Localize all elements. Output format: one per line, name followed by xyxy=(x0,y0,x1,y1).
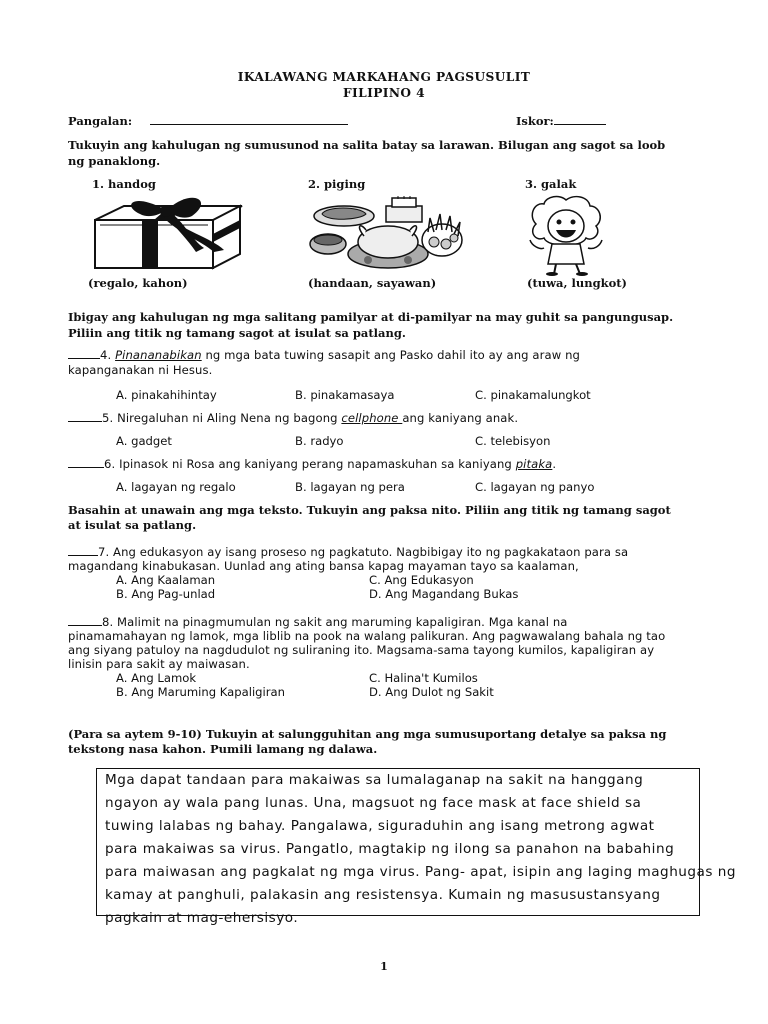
page-number: 1 xyxy=(380,960,388,973)
score-label: Iskor: xyxy=(516,114,554,128)
box-line[interactable]: pagkain at mag-ehersisyo. xyxy=(105,910,299,926)
q4-choice-a[interactable]: A. pinakahihintay xyxy=(116,388,217,402)
q8-choice-a[interactable]: A. Ang Lamok xyxy=(116,671,197,685)
score-field xyxy=(516,114,606,128)
gift-icon xyxy=(92,194,242,272)
part4-instruction-line2: tekstong nasa kahon. Pumili lamang ng dalawa. xyxy=(68,742,378,756)
q7-choice-d[interactable]: D. Ang Magandang Bukas xyxy=(369,587,519,601)
item3-label: 3. galak xyxy=(525,177,577,191)
q7-choice-c[interactable]: C. Ang Edukasyon xyxy=(369,573,474,587)
box-line[interactable]: para makaiwas sa virus. Pangatlo, magtakip ng ilong sa panahon na babahing xyxy=(105,841,675,857)
question-7: 7. Ang edukasyon ay isang proseso ng pagkatuto. Nagbibigay ito ng pagkakataon para sa xyxy=(68,545,628,559)
q6-choice-b[interactable]: B. lagayan ng pera xyxy=(295,480,405,494)
question-6: 6. Ipinasok ni Rosa ang kaniyang perang napamaskuhan sa kaniyang pitaka. xyxy=(68,457,556,471)
name-field xyxy=(68,114,348,128)
question-8: 8. Malimit na pinagmumulan ng sakit ang maruming kapaligiran. Mga kanal na xyxy=(68,615,568,629)
q7-choice-b[interactable]: B. Ang Pag-unlad xyxy=(116,587,216,601)
box-line[interactable]: kamay at panghuli, palakasin ang resistensya. Kumain ng masusustansyang xyxy=(105,887,661,903)
part1-instruction-line1: Tukuyin ang kahulugan ng sumusunod na salita batay sa larawan. Bilugan ang sagot sa loob xyxy=(68,138,666,152)
exam-subtitle: FILIPINO 4 xyxy=(343,86,425,100)
box-line[interactable]: tuwing lalabas ng bahay. Pangalawa, siguraduhin ang isang metrong agwat xyxy=(105,818,655,834)
part3-instruction-line1: Basahin at unawain ang mga teksto. Tukuyin ang paksa nito. Piliin ang titik ng tamang sagot xyxy=(68,503,671,517)
item2-choices[interactable]: (handaan, sayawan) xyxy=(308,276,437,290)
box-line[interactable]: para maiwasan ang pagkalat ng mga virus. Pang- apat, isipin ang laging maghugas ng xyxy=(105,864,737,880)
question-8-line3: ang siyang patuloy na nagdudulot ng suliraning ito. Magsama-sama tayong kumilos, kapaligiran ay xyxy=(68,643,655,657)
feast-icon xyxy=(308,196,466,272)
question-4-line2: kapanganakan ni Hesus. xyxy=(68,363,213,377)
question-5: 5. Niregaluhan ni Aling Nena ng bagong cellphone ang kaniyang anak. xyxy=(68,411,518,425)
q4-choice-c[interactable]: C. pinakamalungkot xyxy=(475,388,591,402)
q7-choice-a[interactable]: A. Ang Kaalaman xyxy=(116,573,216,587)
q6-underlined-word: pitaka xyxy=(515,457,553,471)
q4-choice-b[interactable]: B. pinakamasaya xyxy=(295,388,395,402)
q8-choice-b[interactable]: B. Ang Maruming Kapaligiran xyxy=(116,685,285,699)
box-line[interactable]: ngayon ay wala pang lunas. Una, magsuot ng face mask at face shield sa xyxy=(105,795,642,811)
part1-instruction-line2: ng panaklong. xyxy=(68,154,161,168)
question-4: 4. Pinananabikan ng mga bata tuwing sasapit ang Pasko dahil ito ay ang araw ng xyxy=(68,348,580,362)
item2-label: 2. piging xyxy=(308,177,366,191)
part3-instruction-line2: at isulat sa patlang. xyxy=(68,518,197,532)
question-8-line4: linisin para sakit ay maiwasan. xyxy=(68,657,250,671)
answer-blank-6[interactable] xyxy=(68,467,104,468)
item1-label: 1. handog xyxy=(92,177,156,191)
q5-choice-c[interactable]: C. telebisyon xyxy=(475,434,551,448)
score-blank[interactable] xyxy=(554,124,606,125)
q6-choice-c[interactable]: C. lagayan ng panyo xyxy=(475,480,595,494)
item3-choices[interactable]: (tuwa, lungkot) xyxy=(527,276,627,290)
answer-blank-5[interactable] xyxy=(68,421,102,422)
text-box xyxy=(96,768,737,926)
name-label: Pangalan: xyxy=(68,114,133,128)
question-8-line2: pinamamahayan ng lamok, mga liblib na pook na walang palikuran. Ang pagwawalang bahala ng tao xyxy=(68,629,666,643)
q8-choice-d[interactable]: D. Ang Dulot ng Sakit xyxy=(369,685,494,699)
q8-choice-c[interactable]: C. Halina't Kumilos xyxy=(369,671,478,685)
part2-instruction-line2: Piliin ang titik ng tamang sagot at isulat sa patlang. xyxy=(68,326,406,340)
q6-choice-a[interactable]: A. lagayan ng regalo xyxy=(116,480,236,494)
q4-underlined-word: Pinananabikan xyxy=(115,348,202,362)
part2-instruction-line1: Ibigay ang kahulugan ng mga salitang pamilyar at di-pamilyar na may guhit sa pangungusap. xyxy=(68,310,674,324)
happy-child-icon xyxy=(526,194,606,276)
q5-choice-a[interactable]: A. gadget xyxy=(116,434,172,448)
item1-choices[interactable]: (regalo, kahon) xyxy=(88,276,188,290)
question-7-line2: magandang kinabukasan. Uunlad ang ating bansa kapag mayaman tayo sa kaalaman, xyxy=(68,559,579,573)
answer-blank-8[interactable] xyxy=(68,625,102,626)
answer-blank-4[interactable] xyxy=(68,358,100,359)
answer-blank-7[interactable] xyxy=(68,555,98,556)
q5-choice-b[interactable]: B. radyo xyxy=(295,434,344,448)
box-line[interactable]: Mga dapat tandaan para makaiwas sa lumalaganap na sakit na hanggang xyxy=(105,772,644,788)
part4-instruction-line1: (Para sa aytem 9-10) Tukuyin at salungguhitan ang mga sumusuportang detalye sa paksa ng xyxy=(68,727,667,741)
name-blank[interactable] xyxy=(150,124,348,125)
q5-underlined-word: cellphone xyxy=(341,411,403,425)
exam-title: IKALAWANG MARKAHANG PAGSUSULIT xyxy=(237,70,531,84)
